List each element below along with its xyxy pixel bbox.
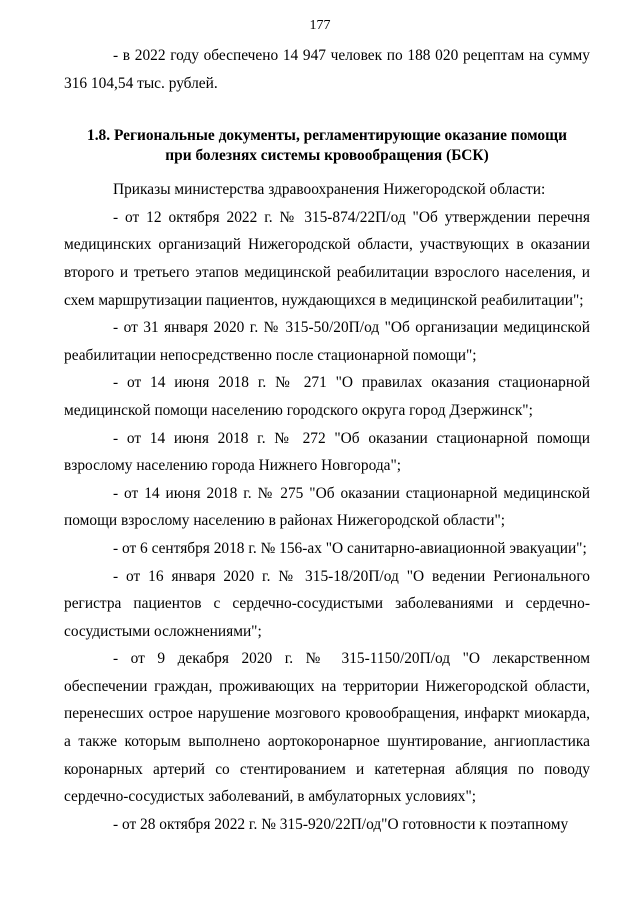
lead-paragraph: Приказы министерства здравоохранения Нижегородской области: — [113, 181, 546, 199]
order-item: - от 14 июня 2018 г. № 275 "Об оказании стационарной медицинской помощи взрослому населению в районах Нижегородской области"; — [64, 484, 590, 530]
page-content — [64, 42, 590, 838]
intro-paragraph: - в 2022 году обеспечено 14 947 человек по 188 020 рецептам на сумму 316 104,54 тыс. рублей. — [64, 47, 590, 92]
order-item: - от 16 января 2020 г. № 315-18/20П/од "О ведении Регионального регистра пациентов с сердечно-сосудистыми заболеваниями и сердечно-сосудистыми осложнениями"; — [64, 567, 590, 640]
order-item: - от 31 января 2020 г. № 315-50/20П/од "Об организации медицинской реабилитации непосредственно после стационарной помощи"; — [64, 319, 590, 364]
order-item: - от 6 сентября 2018 г. № 156-ах "О санитарно-авиационной эвакуации"; — [113, 539, 587, 557]
order-item: - от 28 октября 2022 г. № 315-920/22П/од"О готовности к поэтапному — [113, 815, 569, 833]
order-item: - от 9 декабря 2020 г. № 315-1150/20П/од "О лекарственном обеспечении граждан, проживающих на территории Нижегородской области, перенесших острое нарушение мозгового кровообращения, инфаркт миокарда, а также которым выполнено аортокоронарное шунтирование, ангиопластика коронарных артерий со стентированием и катетерная абляция по поводу сердечно-сосудистых заболеваний, в амбулаторных условиях"; — [64, 650, 590, 806]
order-item: - от 14 июня 2018 г. № 272 "Об оказании стационарной помощи взрослому населению города Нижнего Новгорода"; — [64, 429, 590, 475]
order-item: - от 12 октября 2022 г. № 315-874/22П/од "Об утверждении перечня медицинских организаций Нижегородской области, участвующих в оказании второго и третьего этапов медицинской реабилитации взрослого населения, и схем маршрутизации пациентов, нуждающихся в медицинской реабилитации"; — [64, 208, 590, 309]
spacer — [64, 165, 590, 176]
page-number: 177 — [309, 18, 331, 33]
section-heading: 1.8. Региональные документы, регламентирующие оказание помощи при болезнях системы кровообращения (БСК) — [87, 127, 567, 164]
spacer — [64, 97, 590, 126]
order-item: - от 14 июня 2018 г. № 271 "О правилах оказания стационарной медицинской помощи населению городского округа город Дзержинск"; — [64, 374, 590, 419]
